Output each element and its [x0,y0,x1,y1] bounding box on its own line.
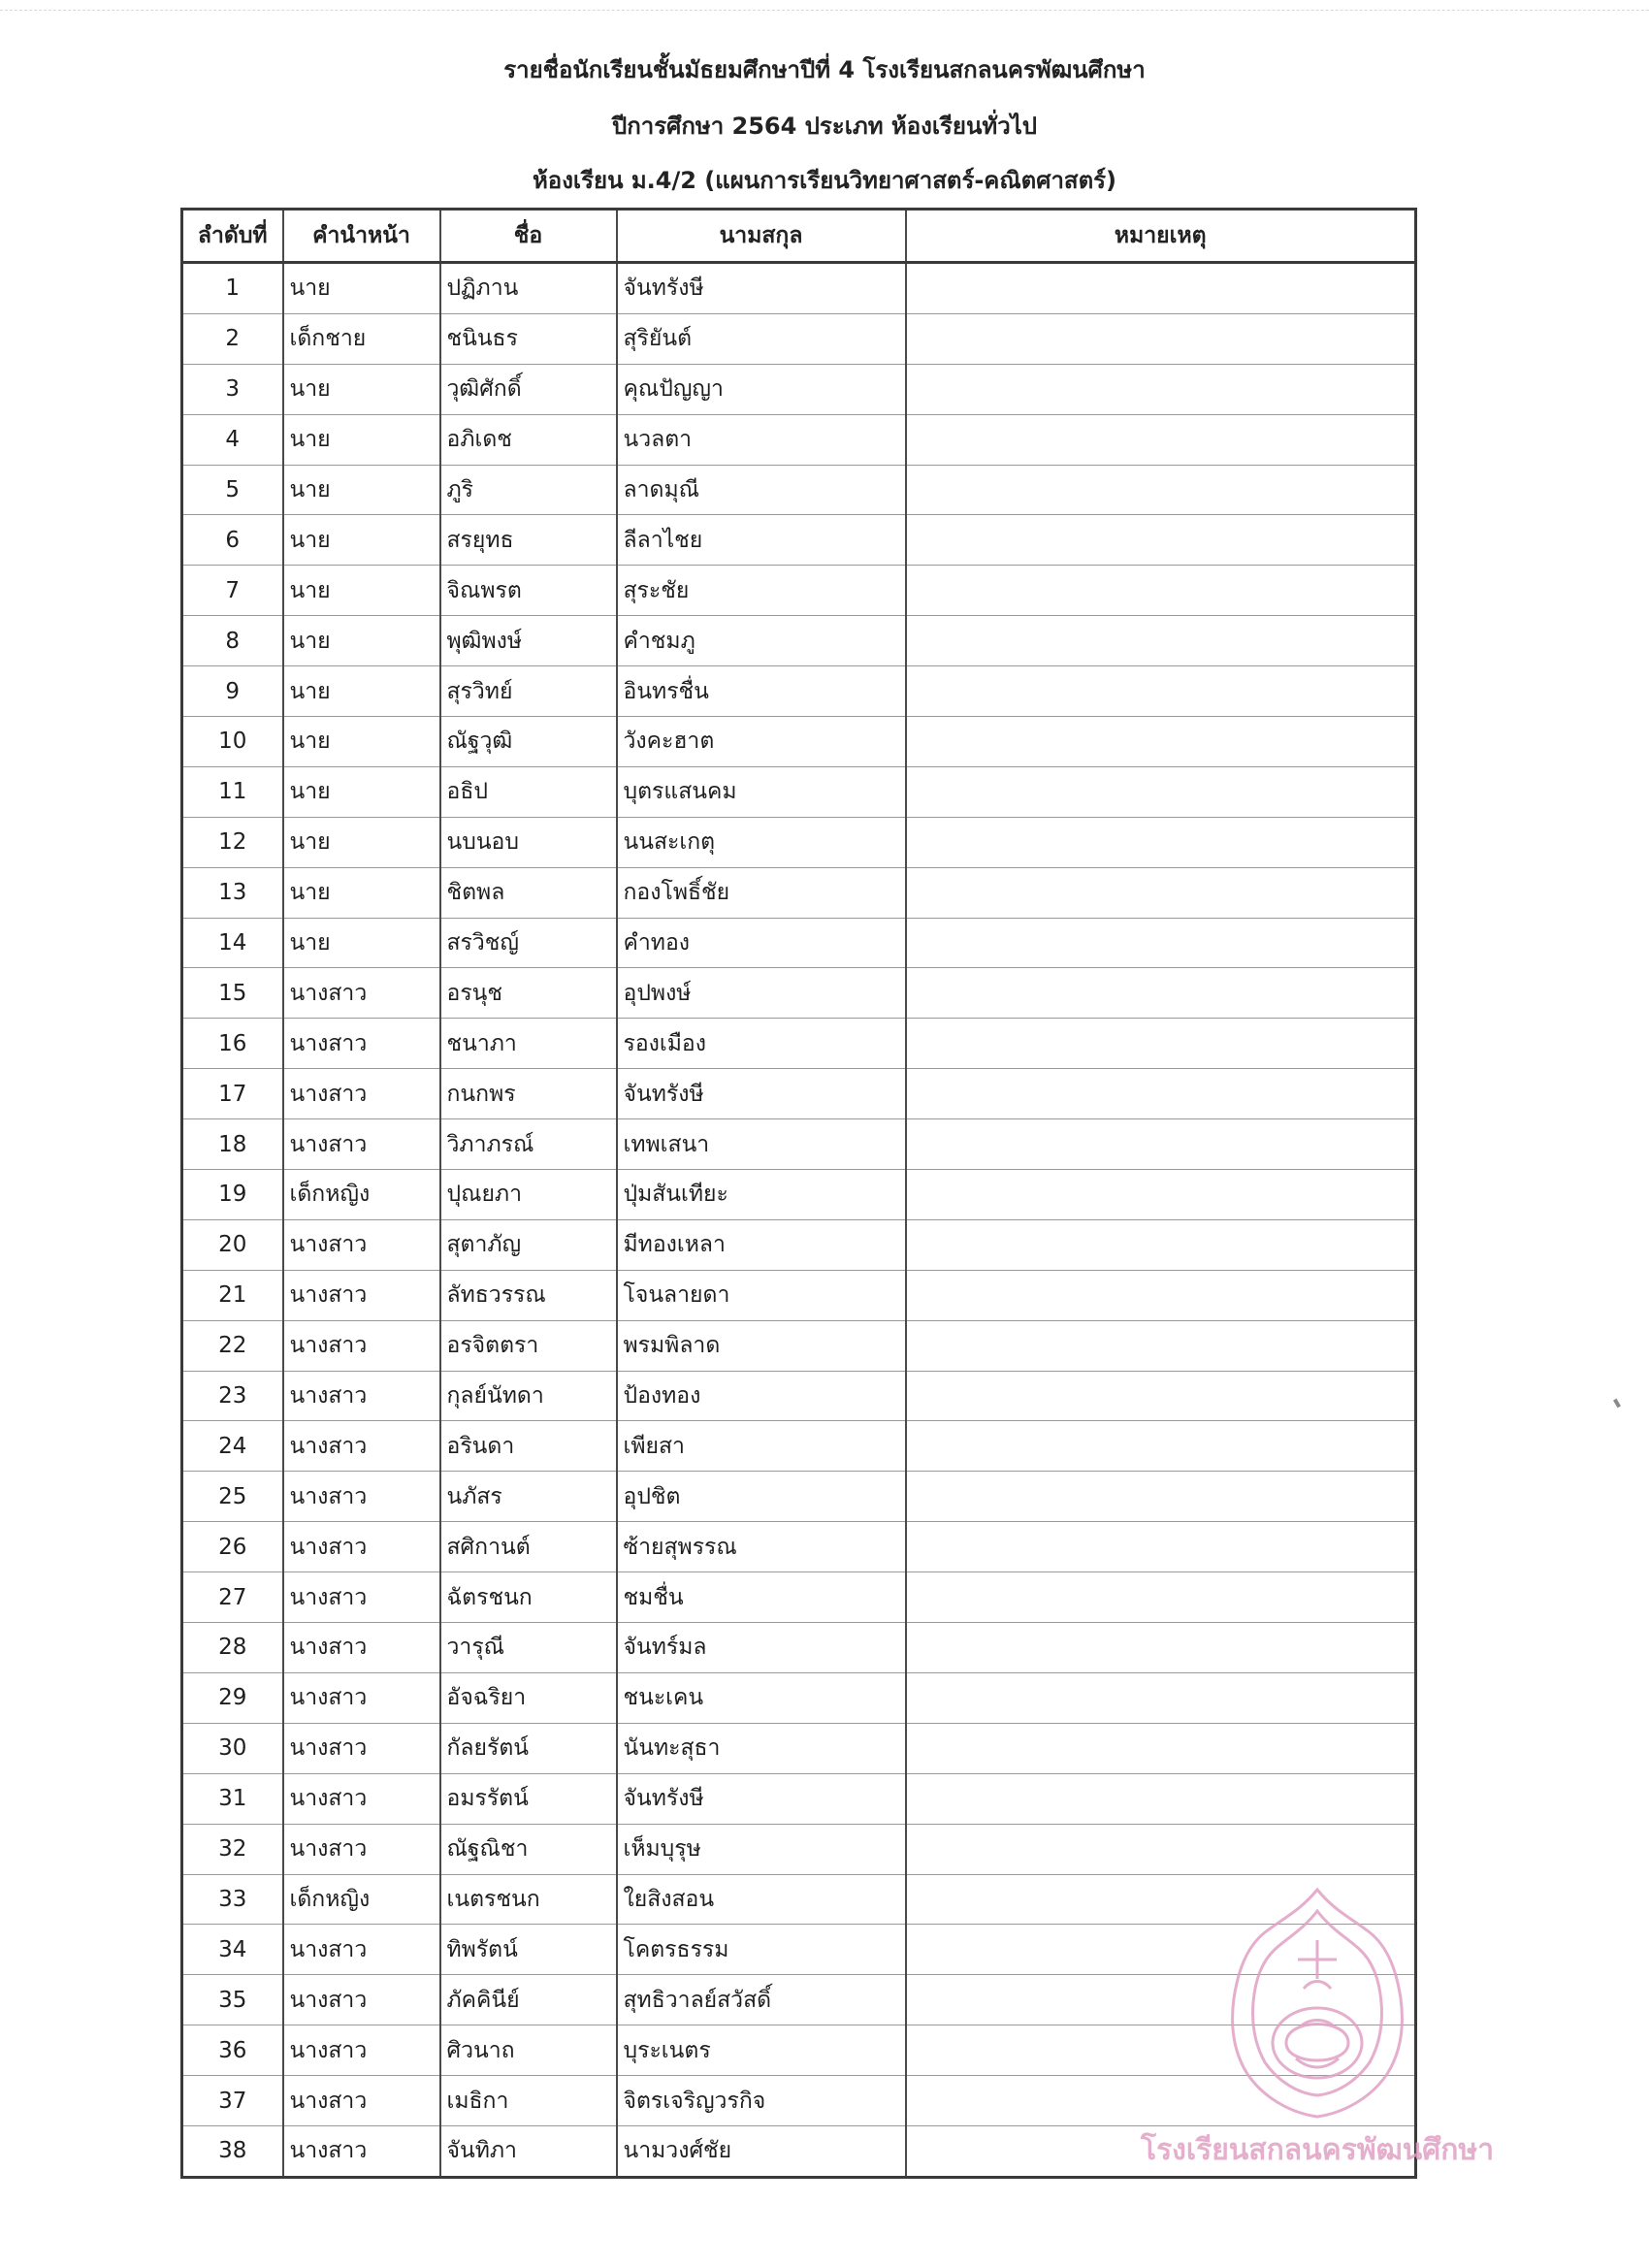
row-note [906,666,1416,717]
row-last-name: อุปชิต [617,1472,906,1522]
row-note [906,817,1416,867]
row-number: 27 [182,1572,283,1623]
row-last-name: จันทรังษี [617,1069,906,1119]
table-row [182,1723,1416,1773]
row-first-name: สรวิชญ์ [440,918,617,968]
row-prefix: นางสาว [283,1421,440,1472]
table-row [182,1320,1416,1371]
row-number: 10 [182,717,283,767]
row-prefix: นางสาว [283,1773,440,1824]
row-prefix: นางสาว [283,1672,440,1723]
row-first-name: ลัทธวรรณ [440,1270,617,1320]
row-note [906,263,1416,314]
row-number: 1 [182,263,283,314]
row-prefix: นาย [283,867,440,918]
row-last-name: นามวงศ์ชัย [617,2125,906,2177]
table-row [182,1270,1416,1320]
seal-text: โรงเรียนสกลนครพัฒนศึกษา [1140,2133,1495,2167]
row-last-name: โคตรธรรม [617,1925,906,1975]
table-row [182,1371,1416,1421]
row-note [906,616,1416,666]
row-number: 16 [182,1019,283,1069]
table-row [182,616,1416,666]
row-last-name: วังคะฮาต [617,717,906,767]
row-number: 31 [182,1773,283,1824]
row-note [906,566,1416,616]
table-row [182,1421,1416,1472]
row-prefix: เด็กชาย [283,313,440,364]
row-last-name: จิตรเจริญวรกิจ [617,2076,906,2126]
row-number: 13 [182,867,283,918]
row-prefix: นาย [283,263,440,314]
row-first-name: ชนาภา [440,1019,617,1069]
row-last-name: สุริยันต์ [617,313,906,364]
row-last-name: ปุ่มสันเทียะ [617,1170,906,1220]
table-row [182,867,1416,918]
row-last-name: ชมชื่น [617,1572,906,1623]
row-number: 30 [182,1723,283,1773]
row-last-name: พรมพิลาด [617,1320,906,1371]
row-last-name: เห็มบุรุษ [617,1824,906,1874]
row-first-name: เนตรชนก [440,1874,617,1925]
row-number: 19 [182,1170,283,1220]
row-number: 9 [182,666,283,717]
scan-speck [1613,1399,1621,1409]
header-note: หมายเหตุ [906,210,1416,263]
table-row [182,766,1416,817]
row-first-name: อธิป [440,766,617,817]
table-row [182,1572,1416,1623]
row-last-name: สุระชัย [617,566,906,616]
table-row [182,1219,1416,1270]
row-first-name: อภิเดช [440,414,617,465]
row-prefix: นางสาว [283,1522,440,1572]
row-prefix: นางสาว [283,1219,440,1270]
row-prefix: เด็กหญิง [283,1874,440,1925]
row-number: 3 [182,364,283,414]
row-first-name: ปุณยภา [440,1170,617,1220]
row-first-name: สศิกานต์ [440,1522,617,1572]
table-row [182,414,1416,465]
row-note [906,1371,1416,1421]
row-last-name: ซ้ายสุพรรณ [617,1522,906,1572]
row-last-name: อินทรชื่น [617,666,906,717]
table-row [182,666,1416,717]
row-note [906,968,1416,1019]
row-number: 8 [182,616,283,666]
row-note [906,313,1416,364]
table-row [182,515,1416,566]
row-prefix: นาย [283,364,440,414]
row-prefix: นาย [283,666,440,717]
row-first-name: กัลยรัตน์ [440,1723,617,1773]
row-prefix: นาย [283,566,440,616]
row-number: 24 [182,1421,283,1472]
row-last-name: บุระเนตร [617,2025,906,2076]
table-row [182,1069,1416,1119]
row-first-name: กุลย์นัทดา [440,1371,617,1421]
row-prefix: นาย [283,717,440,767]
row-note [906,766,1416,817]
row-prefix: นางสาว [283,2025,440,2076]
row-first-name: ภัคคินีย์ [440,1975,617,2025]
table-row [182,1623,1416,1673]
row-note [906,1522,1416,1572]
table-row [182,1672,1416,1723]
row-note [906,1672,1416,1723]
row-prefix: นางสาว [283,1119,440,1170]
row-first-name: วุฒิศักดิ์ [440,364,617,414]
row-number: 4 [182,414,283,465]
row-number: 12 [182,817,283,867]
row-prefix: นาย [283,616,440,666]
row-last-name: กองโพธิ์ชัย [617,867,906,918]
row-number: 25 [182,1472,283,1522]
table-row [182,968,1416,1019]
row-number: 36 [182,2025,283,2076]
row-first-name: พุฒิพงษ์ [440,616,617,666]
row-note [906,1572,1416,1623]
row-prefix: นาย [283,515,440,566]
row-prefix: นางสาว [283,1270,440,1320]
table-row [182,1472,1416,1522]
row-first-name: อรจิตตรา [440,1320,617,1371]
row-last-name: บุตรแสนคม [617,766,906,817]
row-last-name: นนสะเกตุ [617,817,906,867]
table-header-row [182,210,1416,263]
row-note [906,414,1416,465]
table-row [182,817,1416,867]
header-last-name: นามสกุล [617,210,906,263]
row-note [906,364,1416,414]
row-number: 15 [182,968,283,1019]
row-last-name: ลาดมุณี [617,465,906,515]
row-first-name: อมรรัตน์ [440,1773,617,1824]
row-note [906,1270,1416,1320]
row-number: 29 [182,1672,283,1723]
table-row [182,566,1416,616]
row-first-name: วิภาภรณ์ [440,1119,617,1170]
row-first-name: อรนุช [440,968,617,1019]
row-note [906,1773,1416,1824]
row-number: 32 [182,1824,283,1874]
row-first-name: จิณพรต [440,566,617,616]
row-first-name: ณัฐณิชา [440,1824,617,1874]
row-first-name: ฉัตรชนก [440,1572,617,1623]
row-prefix: นางสาว [283,1572,440,1623]
row-last-name: ชนะเคน [617,1672,906,1723]
row-note [906,717,1416,767]
row-number: 38 [182,2125,283,2177]
row-note [906,1119,1416,1170]
row-first-name: กนกพร [440,1069,617,1119]
row-first-name: ชิตพล [440,867,617,918]
row-note [906,918,1416,968]
row-number: 22 [182,1320,283,1371]
row-prefix: เด็กหญิง [283,1170,440,1220]
table-row [182,1119,1416,1170]
row-last-name: สุทธิวาลย์สวัสดิ์ [617,1975,906,2025]
row-number: 21 [182,1270,283,1320]
document-title: รายชื่อนักเรียนชั้นมัธยมศึกษาปีที่ 4 โรงเรียนสกลนครพัฒนศึกษา [503,56,1146,83]
row-prefix: นาย [283,465,440,515]
table-row [182,1522,1416,1572]
row-note [906,1421,1416,1472]
table-row [182,364,1416,414]
academic-year-line: ปีการศึกษา 2564 ประเภท ห้องเรียนทั่วไป [611,113,1038,140]
row-note [906,465,1416,515]
row-note [906,1723,1416,1773]
row-first-name: จันทิภา [440,2125,617,2177]
row-prefix: นางสาว [283,1623,440,1673]
row-first-name: นภัสร [440,1472,617,1522]
row-first-name: เมธิกา [440,2076,617,2126]
classroom-line: ห้องเรียน ม.4/2 (แผนการเรียนวิทยาศาสตร์-คณิตศาสตร์) [532,167,1117,194]
table-row [182,1019,1416,1069]
row-number: 11 [182,766,283,817]
row-note [906,1019,1416,1069]
row-last-name: นันทะสุธา [617,1723,906,1773]
row-prefix: นาย [283,414,440,465]
row-prefix: นางสาว [283,1320,440,1371]
row-number: 14 [182,918,283,968]
row-note [906,867,1416,918]
row-last-name: จันทรังษี [617,1773,906,1824]
row-number: 5 [182,465,283,515]
row-first-name: สุตาภัญ [440,1219,617,1270]
row-first-name: สุรวิทย์ [440,666,617,717]
row-number: 23 [182,1371,283,1421]
row-last-name: เทพเสนา [617,1119,906,1170]
header-prefix: คำนำหน้า [283,210,440,263]
row-note [906,515,1416,566]
row-number: 35 [182,1975,283,2025]
row-last-name: คำทอง [617,918,906,968]
table-row [182,1170,1416,1220]
row-note [906,1320,1416,1371]
row-prefix: นาย [283,766,440,817]
row-prefix: นางสาว [283,968,440,1019]
row-first-name: ชนินธร [440,313,617,364]
row-number: 7 [182,566,283,616]
row-last-name: ลีลาไชย [617,515,906,566]
row-first-name: อรินดา [440,1421,617,1472]
row-prefix: นางสาว [283,2076,440,2126]
row-last-name: ใยสิงสอน [617,1874,906,1925]
header-first-name: ชื่อ [440,210,617,263]
row-number: 20 [182,1219,283,1270]
table-row [182,1824,1416,1874]
row-number: 34 [182,1925,283,1975]
row-number: 17 [182,1069,283,1119]
row-first-name: ศิวนาถ [440,2025,617,2076]
page-top-edge [0,0,1649,11]
row-last-name: จันทรังษี [617,263,906,314]
row-prefix: นางสาว [283,1723,440,1773]
row-last-name: คำชมภู [617,616,906,666]
row-number: 37 [182,2076,283,2126]
row-number: 2 [182,313,283,364]
school-seal-stamp [1140,1872,1495,2183]
table-row [182,717,1416,767]
row-note [906,1472,1416,1522]
table-row [182,263,1416,314]
row-last-name: อุปพงษ์ [617,968,906,1019]
table-row [182,918,1416,968]
row-number: 33 [182,1874,283,1925]
row-last-name: เพียสา [617,1421,906,1472]
row-last-name: นวลตา [617,414,906,465]
row-prefix: นาย [283,918,440,968]
row-first-name: ณัฐวุฒิ [440,717,617,767]
row-first-name: วารุณี [440,1623,617,1673]
row-first-name: ทิพรัตน์ [440,1925,617,1975]
row-first-name: ปฏิภาน [440,263,617,314]
row-last-name: รองเมือง [617,1019,906,1069]
row-prefix: นางสาว [283,2125,440,2177]
row-note [906,1824,1416,1874]
row-note [906,1623,1416,1673]
row-last-name: ป้องทอง [617,1371,906,1421]
row-number: 26 [182,1522,283,1572]
row-prefix: นางสาว [283,1371,440,1421]
row-number: 6 [182,515,283,566]
row-note [906,1219,1416,1270]
row-first-name: สรยุทธ [440,515,617,566]
row-first-name: นบนอบ [440,817,617,867]
row-prefix: นางสาว [283,1069,440,1119]
row-last-name: มีทองเหลา [617,1219,906,1270]
row-note [906,1069,1416,1119]
row-number: 18 [182,1119,283,1170]
row-prefix: นางสาว [283,1975,440,2025]
row-prefix: นางสาว [283,1925,440,1975]
table-row [182,465,1416,515]
row-first-name: อัจฉริยา [440,1672,617,1723]
row-first-name: ภูริ [440,465,617,515]
row-number: 28 [182,1623,283,1673]
row-prefix: นางสาว [283,1019,440,1069]
table-row [182,1773,1416,1824]
table-row [182,313,1416,364]
row-prefix: นางสาว [283,1472,440,1522]
header-no: ลำดับที่ [182,210,283,263]
row-prefix: นาย [283,817,440,867]
row-last-name: โจนลายดา [617,1270,906,1320]
row-prefix: นางสาว [283,1824,440,1874]
row-last-name: คุณปัญญา [617,364,906,414]
row-last-name: จันทร์มล [617,1623,906,1673]
row-note [906,1170,1416,1220]
